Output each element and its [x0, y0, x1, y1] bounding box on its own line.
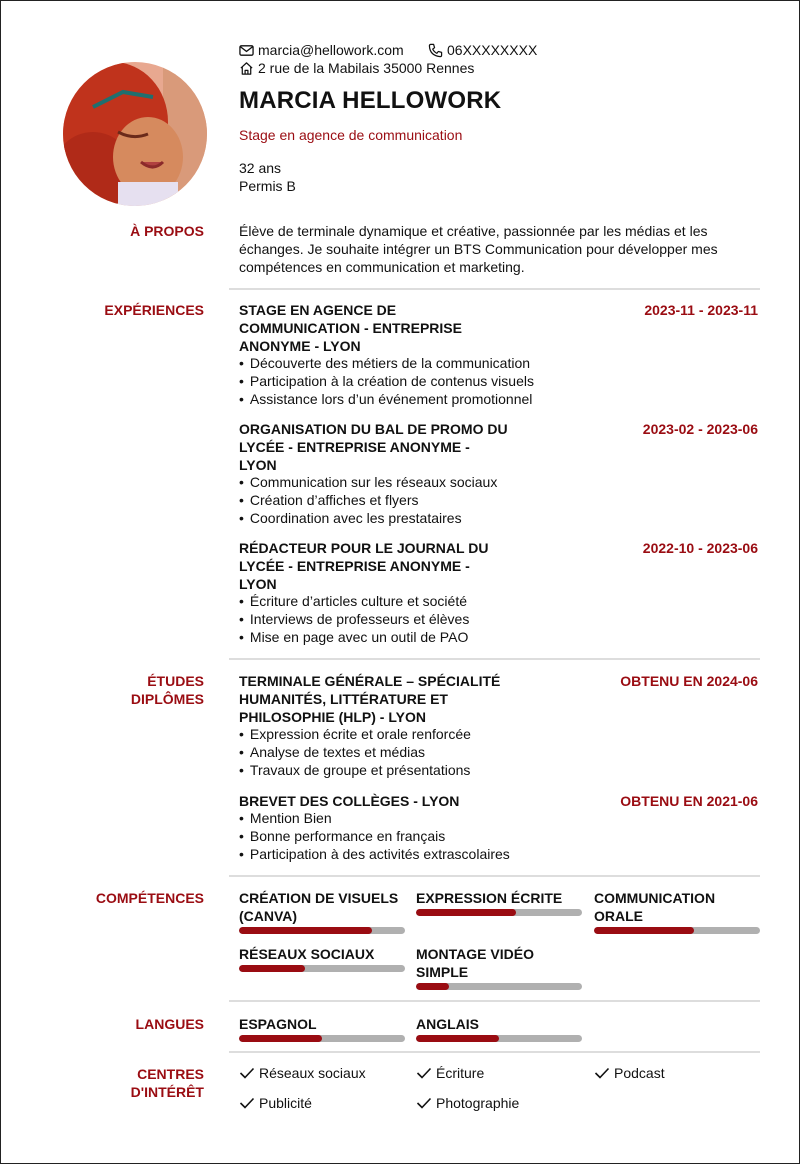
skill-level-bar: [239, 965, 405, 972]
checkmark-icon: [416, 1096, 432, 1110]
interest-item: [594, 1065, 665, 1081]
skill-item: [416, 945, 582, 990]
experience-bullets: [239, 473, 497, 527]
interest-label: Photographie: [436, 1095, 520, 1111]
skill-item: [239, 889, 405, 934]
section-title-interests-line2: D'INTÉRÊT: [130, 1084, 204, 1100]
section-title-experiences: EXPÉRIENCES: [104, 302, 204, 318]
interest-item: [416, 1095, 519, 1111]
section-title-languages: LANGUES: [135, 1016, 204, 1032]
language-label: ANGLAIS: [416, 1016, 479, 1032]
list-item: • Expression écrite et orale renforcée: [239, 725, 471, 743]
language-label: ESPAGNOL: [239, 1016, 317, 1032]
checkmark-icon: [594, 1066, 610, 1080]
list-item: • Écriture d’articles culture et société: [239, 592, 469, 610]
study-bullets: [239, 725, 471, 779]
language-item: [239, 1015, 405, 1042]
section-title-studies-line1: ÉTUDES: [147, 673, 204, 689]
checkmark-icon: [416, 1066, 432, 1080]
house-icon: [239, 61, 254, 76]
list-item: • Bonne performance en français: [239, 827, 510, 845]
divider: [229, 1000, 760, 1002]
skill-item: [239, 945, 405, 972]
divider: [229, 1051, 760, 1053]
skill-level-bar: [594, 927, 760, 934]
list-item: • Assistance lors d’un événement promotionnel: [239, 390, 534, 408]
language-level-fill: [416, 1035, 499, 1042]
interest-label: Réseaux sociaux: [259, 1065, 366, 1081]
language-level-fill: [239, 1035, 322, 1042]
list-item: • Communication sur les réseaux sociaux: [239, 473, 497, 491]
contact-phone[interactable]: 06XXXXXXXX: [447, 42, 538, 58]
contact-address: 2 rue de la Mabilais 35000 Rennes: [258, 60, 475, 76]
skill-label: EXPRESSION ÉCRITE: [416, 890, 563, 906]
contact-email[interactable]: marcia@hellowork.com: [258, 42, 404, 58]
experience-date: 2022-10 - 2023-06: [642, 540, 758, 556]
section-title-interests-line1: CENTRES: [137, 1066, 204, 1082]
study-bullets: [239, 809, 510, 863]
language-level-bar: [239, 1035, 405, 1042]
experience-date: 2023-02 - 2023-06: [642, 421, 758, 437]
headline: Stage en agence de communication: [239, 127, 463, 143]
interest-label: Écriture: [436, 1065, 485, 1081]
section-title-interests: [131, 1065, 204, 1101]
section-title-studies-line2: DIPLÔMES: [130, 691, 204, 707]
skill-label: CRÉATION DE VISUELS (CANVA): [239, 890, 399, 924]
skill-label: RÉSEAUX SOCIAUX: [239, 946, 375, 962]
skill-level-fill: [594, 927, 694, 934]
candidate-name: MARCIA HELLOWORK: [239, 87, 502, 114]
skill-label: MONTAGE VIDÉO SIMPLE: [416, 946, 534, 980]
language-level-bar: [416, 1035, 582, 1042]
list-item: • Mise en page avec un outil de PAO: [239, 628, 469, 646]
skill-level-fill: [239, 965, 305, 972]
about-text: Élève de terminale dynamique et créative, passionnée par les médias et les échanges. Je souhaite intégrer un BTS Communication pour développer mes compétences en communication et marketing.: [239, 223, 718, 275]
skill-level-fill: [416, 909, 516, 916]
interest-item: [239, 1065, 366, 1081]
language-item: [416, 1015, 582, 1042]
skill-level-fill: [239, 927, 372, 934]
divider: [229, 658, 760, 660]
list-item: • Participation à la création de contenus visuels: [239, 372, 534, 390]
interest-label: Publicité: [259, 1095, 312, 1111]
list-item: • Interviews de professeurs et élèves: [239, 610, 469, 628]
envelope-icon: [239, 43, 254, 58]
study-date: OBTENU EN 2024-06: [620, 673, 758, 689]
skill-item: [594, 889, 760, 934]
section-title-skills: COMPÉTENCES: [95, 890, 204, 906]
driving-license: Permis B: [239, 178, 296, 194]
phone-icon: [428, 43, 443, 58]
list-item: • Analyse de textes et médias: [239, 743, 471, 761]
list-item: • Travaux de groupe et présentations: [239, 761, 471, 779]
list-item: • Création d’affiches et flyers: [239, 491, 497, 509]
experience-title: RÉDACTEUR POUR LE JOURNAL DU LYCÉE - ENTREPRISE ANONYME - LYON: [239, 540, 489, 592]
list-item: • Coordination avec les prestataires: [239, 509, 497, 527]
section-title-about: À PROPOS: [130, 223, 204, 239]
study-title: TERMINALE GÉNÉRALE – SPÉCIALITÉ HUMANITÉS, LITTÉRATURE ET PHILOSOPHIE (HLP) - LYON: [239, 673, 501, 725]
experience-date: 2023-11 - 2023-11: [644, 302, 758, 318]
list-item: • Découverte des métiers de la communication: [239, 354, 534, 372]
section-title-studies: [131, 672, 204, 708]
checkmark-icon: [239, 1096, 255, 1110]
skill-level-fill: [416, 983, 449, 990]
experience-title: ORGANISATION DU BAL DE PROMO DU LYCÉE - ENTREPRISE ANONYME - LYON: [239, 421, 508, 473]
interest-item: [416, 1065, 484, 1081]
study-title: BREVET DES COLLÈGES - LYON: [239, 793, 460, 809]
divider: [229, 875, 760, 877]
experience-bullets: [239, 592, 469, 646]
age: 32 ans: [239, 160, 282, 176]
interest-item: [239, 1095, 312, 1111]
skill-item: [416, 889, 582, 916]
list-item: • Mention Bien: [239, 809, 510, 827]
skill-level-bar: [239, 927, 405, 934]
skill-label: COMMUNICATION ORALE: [594, 890, 716, 924]
list-item: • Participation à des activités extrascolaires: [239, 845, 510, 863]
experience-title: STAGE EN AGENCE DE COMMUNICATION - ENTREPRISE ANONYME - LYON: [239, 302, 462, 354]
study-date: OBTENU EN 2021-06: [620, 793, 758, 809]
avatar: [63, 62, 207, 206]
interest-label: Podcast: [614, 1065, 665, 1081]
divider: [229, 288, 760, 290]
skill-level-bar: [416, 983, 582, 990]
checkmark-icon: [239, 1066, 255, 1080]
experience-bullets: [239, 354, 534, 408]
skill-level-bar: [416, 909, 582, 916]
